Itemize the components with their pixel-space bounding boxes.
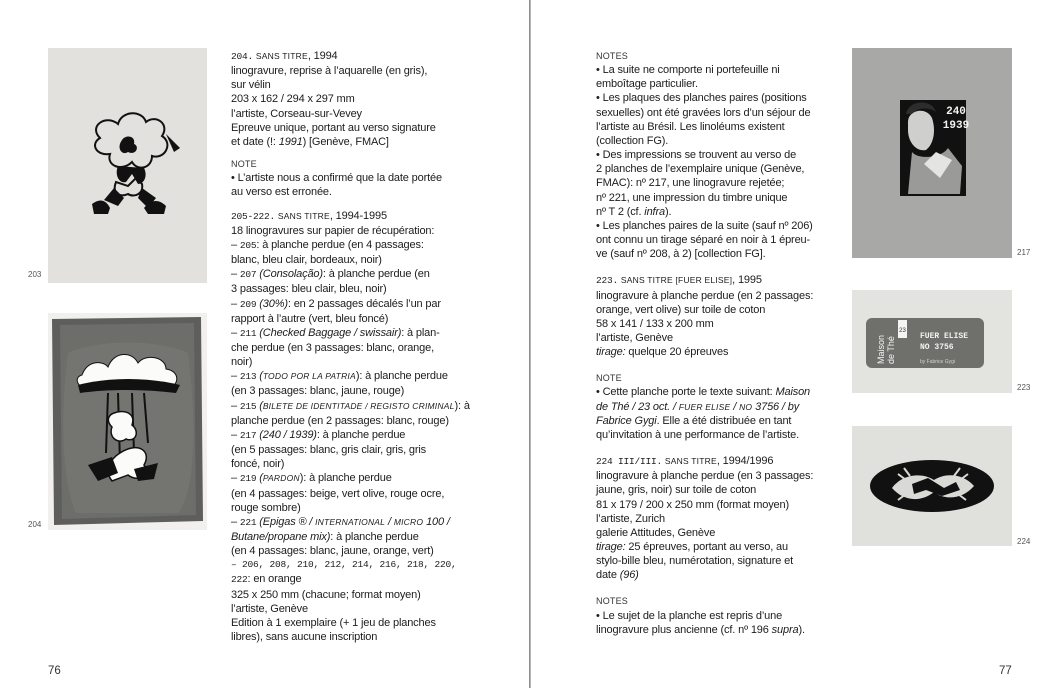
codes-line: – 206, 208, 210, 212, 214, 216, 218, 220, xyxy=(231,559,457,571)
text-run: linogravure plus ancienne (cf. nº 196 xyxy=(596,623,772,636)
entry-line: Edition à 1 exemplaire (+ 1 jeu de planches xyxy=(231,616,436,629)
text-run: – xyxy=(231,399,240,412)
print-code: 215 xyxy=(239,400,257,412)
text-run: – xyxy=(231,297,240,310)
entry-title: SANS TITRE xyxy=(255,51,308,61)
print-label-year: 1939 xyxy=(942,120,970,132)
entry-line xyxy=(596,568,831,582)
note-line: • Les plaques des planches paires (positions xyxy=(596,92,807,105)
print-item-line: blanc, bleu clair, bordeaux, noir) xyxy=(231,254,382,267)
print-item-line: (en 4 passages: blanc, jaune, orange, vert) xyxy=(231,545,434,558)
text-run: : à planche perdue xyxy=(330,531,419,543)
text-run: : à plan- xyxy=(401,326,440,339)
text-run: 25 épreuves, portant au verso, au xyxy=(625,541,788,553)
label-vertical-text: de Thé xyxy=(886,336,896,364)
text-run: : à planche perdue (en 4 passages: xyxy=(256,238,424,251)
text-run: – xyxy=(231,515,240,528)
text-run: : en orange xyxy=(247,573,302,586)
notes-label: NOTES xyxy=(596,596,629,607)
print-subtitle-caps: BILETE DE IDENTITADE / REGISTO CRIMINAL xyxy=(262,400,455,411)
text-run: et date (!: xyxy=(231,135,279,148)
text-run: Maison xyxy=(775,386,811,399)
entry-year: , 1995 xyxy=(732,274,762,287)
print-code: 222 xyxy=(231,574,248,586)
print-code: 205 xyxy=(239,239,257,251)
entry-line xyxy=(596,540,831,554)
print-subtitle: (Consolação) xyxy=(256,268,323,281)
entry-line: linogravure, reprise à l’aquarelle (en gris), xyxy=(231,65,428,78)
text-run: MICRO xyxy=(393,516,424,527)
entry-line: galerie Attitudes, Genève xyxy=(596,526,716,539)
text-run: – xyxy=(231,370,240,383)
right-page xyxy=(531,0,1059,688)
print-item-line xyxy=(231,530,521,544)
text-run: ) [Genève, FMAC] xyxy=(302,135,389,148)
text-run: : à planche perdue xyxy=(316,428,406,441)
artwork-thumbnail-204 xyxy=(48,313,207,530)
print-item-line: rapport à l’autre (vert, bleu foncé) xyxy=(231,312,389,325)
entry-number: 204. xyxy=(231,51,254,62)
note-line: ve (sauf nº 208, à 2) [collection FG]. xyxy=(596,248,766,261)
entry-line: 58 x 141 / 133 x 200 mm xyxy=(596,317,714,330)
text-run: / xyxy=(385,515,394,528)
note-line xyxy=(596,623,831,637)
text-run: – xyxy=(231,326,240,339)
print-item-line: 3 passages: bleu clair, bleu, noir) xyxy=(231,283,387,296)
figure-caption-203: 203 xyxy=(28,270,42,279)
entry-line: Epreuve unique, portant au verso signature xyxy=(231,121,436,134)
entry-line xyxy=(596,345,831,359)
figure-caption-223: 223 xyxy=(1017,383,1031,392)
text-run: NO xyxy=(739,401,753,412)
right-text-column xyxy=(596,49,831,645)
entry-line: l’artiste, Corseau-sur-Vevey xyxy=(231,107,362,120)
note-line: au verso est erronée. xyxy=(231,186,332,199)
text-run xyxy=(256,516,449,528)
text-run: – xyxy=(231,268,240,281)
label-badge: 23 xyxy=(899,328,906,334)
text-run: supra xyxy=(771,623,799,636)
entry-title: SANS TITRE xyxy=(664,456,717,467)
print-item-line: (en 3 passages: blanc, jaune, rouge) xyxy=(231,385,405,398)
print-code: 213 xyxy=(239,371,257,383)
label-vertical-text: Maison xyxy=(876,334,886,364)
print-subtitle: (240 / 1939) xyxy=(256,428,317,441)
page-number-right: 77 xyxy=(999,665,1012,677)
print-item-line: che perdue (en 3 passages: blanc, orange, xyxy=(231,341,434,354)
catalog-entry-224 xyxy=(596,454,831,582)
print-item-line: rouge sombre) xyxy=(231,501,301,514)
entry-heading xyxy=(231,49,521,64)
note-line: • Les planches paires de la suite (sauf nº 206) xyxy=(596,219,813,232)
text-run: – xyxy=(231,238,240,251)
notes-label: NOTES xyxy=(596,51,629,61)
note-line: • Des impressions se trouvent au verso de xyxy=(596,149,797,162)
print-item-line: (en 4 passages: beige, vert olive, rouge ocre, xyxy=(231,487,445,500)
figure-caption-224: 224 xyxy=(1017,537,1031,546)
note-line: FMAC): nº 217, une linogravure rejetée; xyxy=(596,177,785,190)
label-number: NO 3756 xyxy=(920,343,954,352)
figure-caption-217: 217 xyxy=(1017,248,1031,257)
text-run: FUER ELISE xyxy=(678,401,731,412)
artwork-thumbnail-203 xyxy=(48,48,207,283)
print-item-215 xyxy=(231,399,521,414)
text-run: nº T 2 (cf. xyxy=(596,205,645,218)
print-subtitle: ( xyxy=(256,370,263,383)
linocut-figure-illustration xyxy=(48,48,207,283)
entry-heading xyxy=(596,454,831,469)
note-line: 2 planches de l’exemplaire unique (Genève, xyxy=(596,163,805,176)
watercolor-linocut-illustration xyxy=(48,313,207,530)
print-item-213 xyxy=(231,369,521,384)
print-item-221 xyxy=(231,515,521,530)
print-subtitle: ( xyxy=(256,472,263,485)
entry-line: 18 linogravures sur papier de récupération: xyxy=(231,224,435,237)
entry-line: orange, vert olive) sur toile de coton xyxy=(596,303,766,316)
artwork-thumbnail-223 xyxy=(852,290,1012,393)
text-run: 3756 / by xyxy=(752,400,800,413)
notes-block xyxy=(596,594,831,636)
print-code: 221 xyxy=(239,516,257,528)
text-run: date xyxy=(596,569,620,582)
entry-year: , 1994-1995 xyxy=(329,209,387,222)
entry-title: SANS TITRE xyxy=(620,275,673,286)
entry-title: SANS TITRE xyxy=(277,210,330,221)
entry-line: 325 x 250 mm (chacune; format moyen) xyxy=(231,588,421,601)
print-list xyxy=(231,238,521,515)
entry-number: 224 III/III. xyxy=(596,456,663,468)
text-run: 100 / xyxy=(423,515,450,528)
artwork-thumbnail-217 xyxy=(852,48,1012,258)
entry-line: l’artiste, Genève xyxy=(596,331,673,344)
note-label: NOTE xyxy=(231,159,257,170)
print-item-209 xyxy=(231,297,521,312)
entry-year: , 1994/1996 xyxy=(716,455,774,468)
print-item-line: foncé, noir) xyxy=(231,458,285,471)
entry-line xyxy=(231,135,521,149)
text-run: de Thé / 23 oct. / xyxy=(596,400,679,413)
portrait-print-illustration xyxy=(852,48,1012,258)
entry-line: libres), sans aucune inscription xyxy=(231,631,378,644)
note-line: l’artiste au Brésil. Les linoléums existent xyxy=(596,120,785,133)
note-label: NOTE xyxy=(596,373,622,384)
note-line: • Le sujet de la planche est repris d’une xyxy=(596,609,783,622)
entry-line: sur vélin xyxy=(231,79,271,92)
note-block xyxy=(231,157,521,199)
note-line: • La suite ne comporte ni portefeuille ni xyxy=(596,64,780,77)
note-line xyxy=(596,385,831,399)
text-run: tirage: xyxy=(596,541,626,553)
text-run: – xyxy=(231,472,240,485)
fuer-elise-label-print xyxy=(852,290,1012,393)
print-item-219 xyxy=(231,471,521,486)
print-item-line: noir) xyxy=(231,356,253,369)
note-line: emboîtage particulier. xyxy=(596,78,698,91)
left-page xyxy=(0,0,529,688)
print-label-number: 240 xyxy=(946,106,966,118)
label-byline: by Fabrice Gygi xyxy=(920,359,956,365)
oval-linocut-illustration xyxy=(852,426,1012,546)
note-line: ont connu un tirage séparé en noir à 1 épreu- xyxy=(596,234,811,247)
text-run: ): à xyxy=(454,399,470,412)
text-run: infra xyxy=(644,205,665,218)
note-line: (collection FG). xyxy=(596,134,669,147)
text-run: (Epigas ® / xyxy=(256,515,316,528)
entry-line: linogravure à planche perdue (en 3 passages: xyxy=(596,470,814,483)
catalog-entry-223 xyxy=(596,273,831,359)
print-item-205 xyxy=(231,238,521,253)
entry-line: 81 x 179 / 200 x 250 mm (format moyen) xyxy=(596,498,789,511)
text-run: (96) xyxy=(619,569,639,582)
text-run: ): à planche perdue xyxy=(355,370,448,383)
print-item-207 xyxy=(231,267,521,282)
print-item-217 xyxy=(231,428,521,443)
catalog-entry-205-222 xyxy=(231,209,521,645)
entry-heading xyxy=(231,209,521,224)
print-code: 207 xyxy=(239,269,257,281)
notes-block xyxy=(596,49,831,261)
entry-number: 205-222. xyxy=(231,210,276,222)
print-item-211 xyxy=(231,326,521,341)
note-line xyxy=(596,414,831,428)
print-subtitle: (30%) xyxy=(256,297,288,310)
entry-line: jaune, gris, noir) sur toile de coton xyxy=(596,484,757,497)
note-line xyxy=(596,205,831,219)
entry-number: 223. xyxy=(596,275,619,287)
note-block xyxy=(596,371,831,442)
print-subtitle: ( xyxy=(256,399,263,412)
print-subtitle: (Checked Baggage / swissair) xyxy=(256,326,402,339)
text-run: tirage: xyxy=(596,346,626,359)
codes-line xyxy=(231,572,521,587)
print-code: 217 xyxy=(239,429,257,441)
text-run: – xyxy=(231,428,240,441)
label-title: FUER ELISE xyxy=(920,332,969,341)
entry-line: l’artiste, Genève xyxy=(231,602,308,615)
entry-line: stylo-bille bleu, numérotation, signature et xyxy=(596,555,794,568)
text-run: 1991 xyxy=(278,135,303,148)
entry-year: , 1994 xyxy=(307,50,338,62)
print-item-line: planche perdue (en 2 passages: blanc, rouge) xyxy=(231,414,449,427)
note-line: sexuelles) ont été gravées lors d’un séjour de xyxy=(596,106,811,119)
print-item-line: (en 5 passages: blanc, gris clair, gris, gris xyxy=(231,444,427,457)
text-run: ). xyxy=(664,205,672,218)
note-line: nº 221, une impression du timbre unique xyxy=(596,191,788,204)
catalog-entry-204 xyxy=(231,49,521,149)
entry-line: linogravure à planche perdue (en 2 passages: xyxy=(596,289,814,302)
note-line: • L’artiste nous a confirmé que la date portée xyxy=(231,172,442,185)
text-run: / xyxy=(730,400,740,413)
entry-line: 203 x 162 / 294 x 297 mm xyxy=(231,93,355,106)
text-run: : à planche perdue (en xyxy=(322,268,430,281)
text-run: ): à planche perdue xyxy=(299,472,392,485)
print-code: 209 xyxy=(239,298,257,310)
print-code: 211 xyxy=(239,327,257,339)
left-text-column xyxy=(231,49,521,644)
figure-caption-204: 204 xyxy=(28,520,42,529)
text-run: Fabrice Gygi xyxy=(596,414,657,427)
text-run: ). xyxy=(798,623,805,636)
entry-line: l’artiste, Zurich xyxy=(596,512,665,525)
note-line xyxy=(596,400,831,414)
text-run: • Cette planche porte le texte suivant: xyxy=(596,386,776,399)
entry-subtitle: [FUER ELISE] xyxy=(672,275,733,286)
print-subtitle-caps: PARDON xyxy=(262,473,300,484)
text-run: Butane/propane mix) xyxy=(231,531,331,543)
entry-heading xyxy=(596,273,831,288)
artwork-thumbnail-224 xyxy=(852,426,1012,546)
print-code: 219 xyxy=(239,473,257,485)
text-run: : en 2 passages décalés l’un par xyxy=(287,297,441,310)
page-number-left: 76 xyxy=(48,665,61,677)
print-subtitle-caps: TODO POR LA PATRIA xyxy=(262,371,356,382)
note-line: qu’invitation à une performance de l’artiste. xyxy=(596,428,799,441)
text-run: . Elle a été distribuée en tant xyxy=(656,414,792,427)
text-run: quelque 20 épreuves xyxy=(625,346,729,359)
text-run: INTERNATIONAL xyxy=(315,516,386,527)
